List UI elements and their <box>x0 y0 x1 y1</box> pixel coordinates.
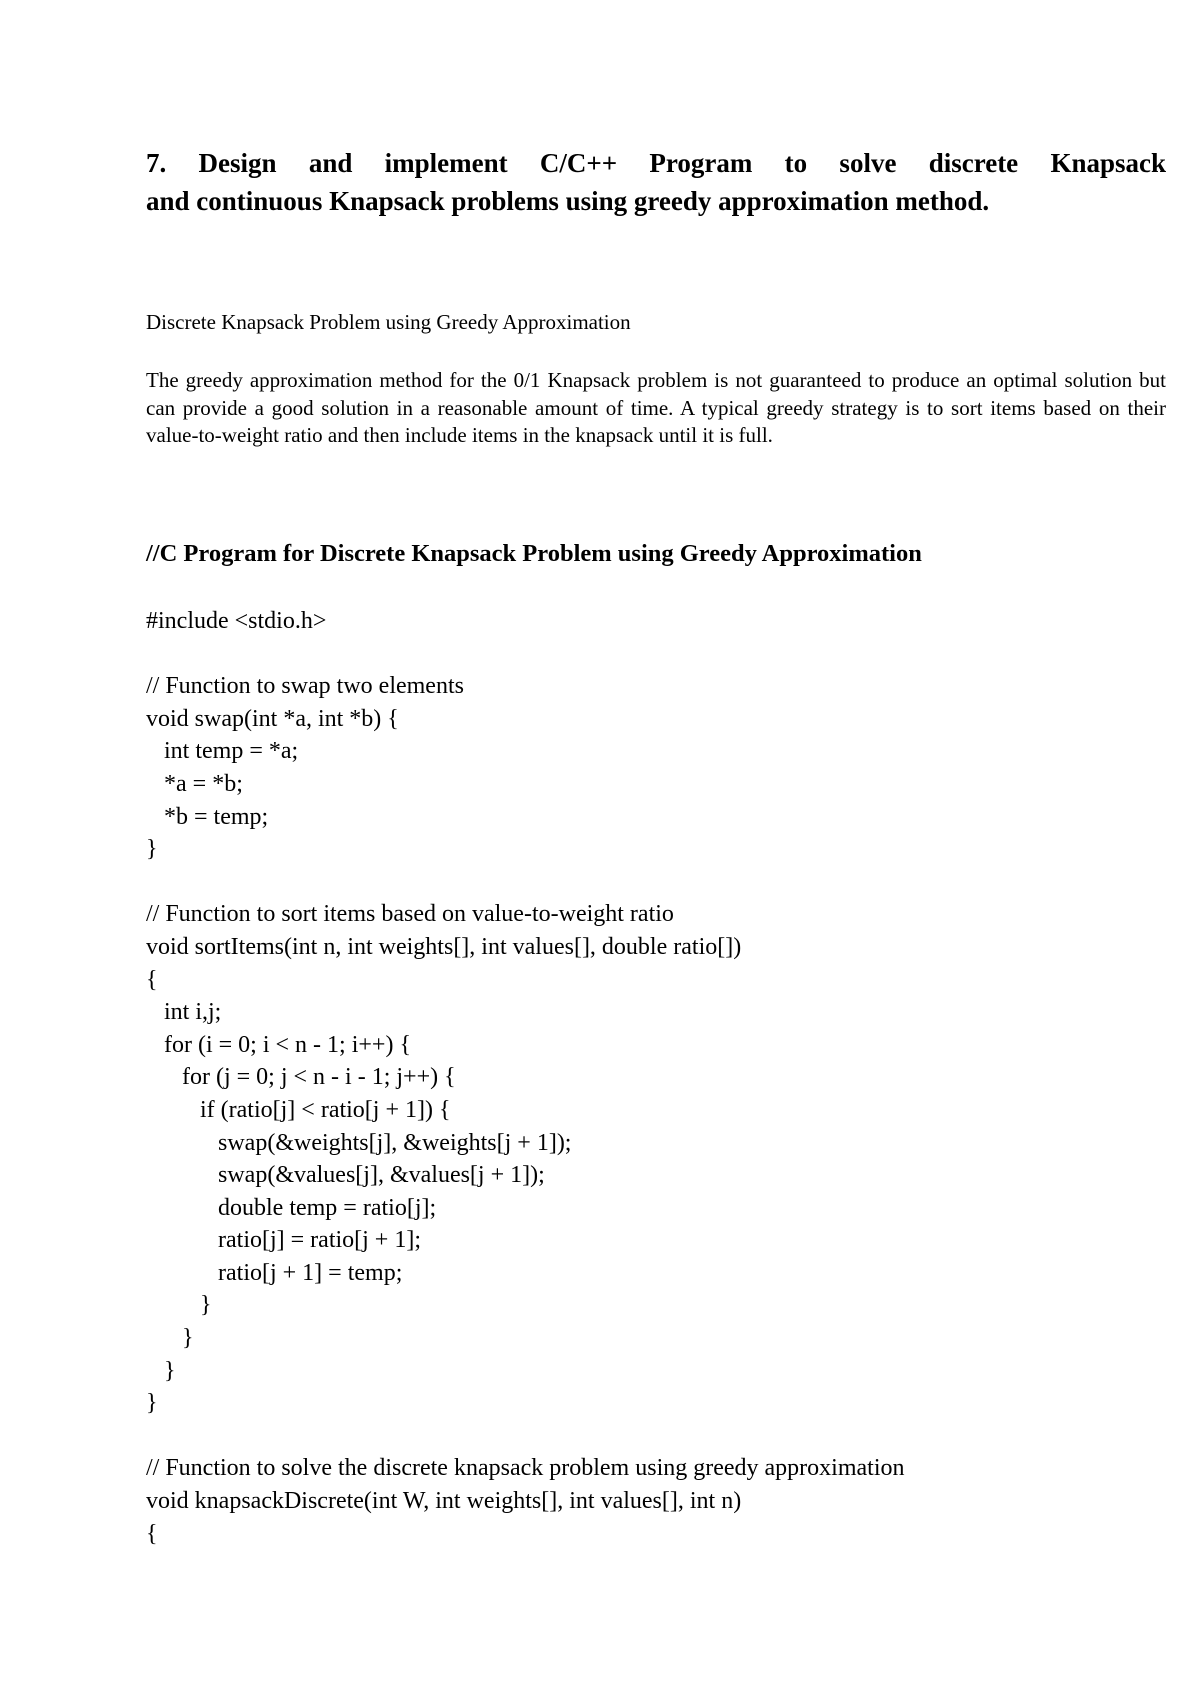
code-line: #include <stdio.h> <box>146 608 327 634</box>
code-line: // Function to solve the discrete knapsack problem using greedy approximation <box>146 1455 905 1482</box>
code-line <box>146 638 1166 671</box>
code-line: double temp = ratio[j]; <box>146 1194 437 1221</box>
code-line: *a = *b; <box>146 770 243 797</box>
heading-line-2: and continuous Knapsack problems using greedy approximation method. <box>146 186 990 216</box>
code-line: swap(&weights[j], &weights[j + 1]); <box>146 1129 572 1156</box>
code-line: ratio[j + 1] = temp; <box>146 1259 403 1286</box>
code-line: } <box>146 1357 176 1384</box>
code-line: } <box>146 1390 158 1417</box>
code-line: { <box>146 966 158 993</box>
intro-paragraph: The greedy approximation method for the 0/1 Knapsack problem is not guaranteed to produce an optimal solution but can provide a good solution in a reasonable amount of time. A typical greedy strategy is to sort items based on their value-to-weight ratio and then include items in the knapsack until it is full. <box>146 368 1166 447</box>
code-block <box>146 605 1166 1550</box>
code-line: for (j = 0; j < n - i - 1; j++) { <box>146 1064 456 1091</box>
code-line: int temp = *a; <box>146 738 299 765</box>
code-line: ratio[j] = ratio[j + 1]; <box>146 1227 422 1254</box>
code-line: for (i = 0; i < n - 1; i++) { <box>146 1031 411 1058</box>
code-line: void swap(int *a, int *b) { <box>146 705 399 732</box>
page-heading <box>146 144 1166 220</box>
code-line: { <box>146 1520 158 1547</box>
code-line: // Function to sort items based on value-to-weight ratio <box>146 901 674 928</box>
code-line: if (ratio[j] < ratio[j + 1]) { <box>146 1096 451 1123</box>
code-line: swap(&values[j], &values[j + 1]); <box>146 1162 545 1189</box>
code-line: } <box>146 1292 212 1319</box>
code-line <box>146 866 1166 899</box>
code-line: int i,j; <box>146 999 222 1026</box>
code-title: //C Program for Discrete Knapsack Problem using Greedy Approximation <box>146 540 922 567</box>
code-line: *b = temp; <box>146 803 269 830</box>
code-line: void knapsackDiscrete(int W, int weights[], int values[], int n) <box>146 1488 742 1515</box>
code-line: } <box>146 836 158 863</box>
code-line: void sortItems(int n, int weights[], int values[], double ratio[]) <box>146 933 742 960</box>
section-subtitle: Discrete Knapsack Problem using Greedy Approximation <box>146 310 631 334</box>
code-line: } <box>146 1325 194 1352</box>
heading-line-1: 7. Design and implement C/C++ Program to solve discrete Knapsack <box>146 148 1166 178</box>
code-line: // Function to swap two elements <box>146 673 464 700</box>
code-line <box>146 1420 1166 1453</box>
